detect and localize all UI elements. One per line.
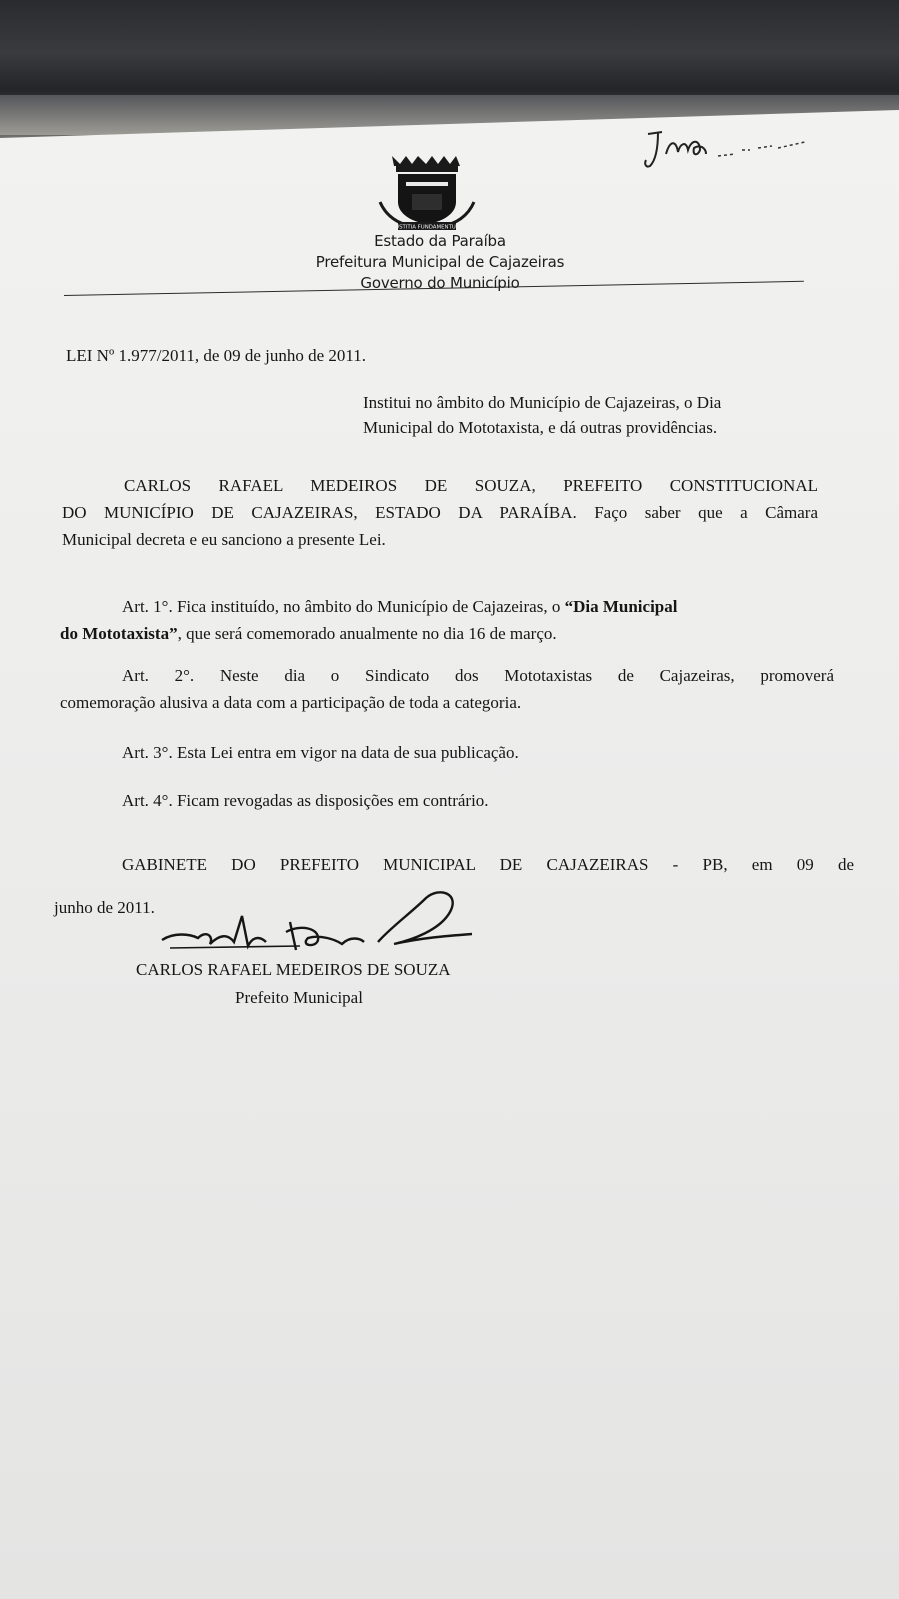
ementa-line-1: Institui no âmbito do Município de Cajazeiras, o Dia <box>363 393 722 412</box>
law-title: LEI Nº 1.977/2011, de 09 de junho de 2011. <box>66 346 367 365</box>
article-1-text-b: , que será comemorado anualmente no dia 16 de março. <box>177 624 557 643</box>
article-4: Art. 4°. Ficam revogadas as disposições em contrário. <box>122 791 489 810</box>
signer-name: CARLOS RAFAEL MEDEIROS DE SOUZA <box>136 960 451 979</box>
signer-title: Prefeito Municipal <box>235 988 363 1007</box>
article-1-line-2 <box>60 624 557 644</box>
article-1-line-1 <box>122 597 677 617</box>
closing-line-1: GABINETE DO PREFEITO MUNICIPAL DE CAJAZEIRAS - PB, em 09 de <box>122 855 854 874</box>
article-1-text-a: Art. 1°. Fica instituído, no âmbito do Município de Cajazeiras, o <box>122 597 565 616</box>
handwritten-mark <box>640 126 810 174</box>
header-governo: Governo do Município <box>360 274 520 292</box>
crest-motto: JUSTITIA FUNDAMENTUM <box>393 224 461 231</box>
article-1-bold-b: do Mototaxista” <box>60 624 178 643</box>
header-prefeitura: Prefeitura Municipal de Cajazeiras <box>315 253 565 271</box>
header-state: Estado da Paraíba <box>374 232 506 250</box>
closing-line-2: junho de 2011. <box>54 898 155 917</box>
handwritten-signature <box>150 888 480 968</box>
preamble-line-3: Municipal decreta e eu sanciono a presente Lei. <box>62 530 386 549</box>
preamble-line-2: DO MUNICÍPIO DE CAJAZEIRAS, ESTADO DA PARAÍBA. Faço saber que a Câmara <box>62 503 818 522</box>
article-2-line-1: Art. 2°. Neste dia o Sindicato dos Mototaxistas de Cajazeiras, promoverá <box>122 666 834 685</box>
article-3: Art. 3°. Esta Lei entra em vigor na data de sua publicação. <box>122 743 519 762</box>
article-2-line-2: comemoração alusiva a data com a participação de toda a categoria. <box>60 693 522 712</box>
municipal-crest-icon <box>372 152 482 236</box>
ementa-line-2: Municipal do Mototaxista, e dá outras providências. <box>363 418 718 437</box>
article-1-bold-a: “Dia Municipal <box>564 597 678 616</box>
preamble-line-1: CARLOS RAFAEL MEDEIROS DE SOUZA, PREFEITO CONSTITUCIONAL <box>124 476 818 495</box>
